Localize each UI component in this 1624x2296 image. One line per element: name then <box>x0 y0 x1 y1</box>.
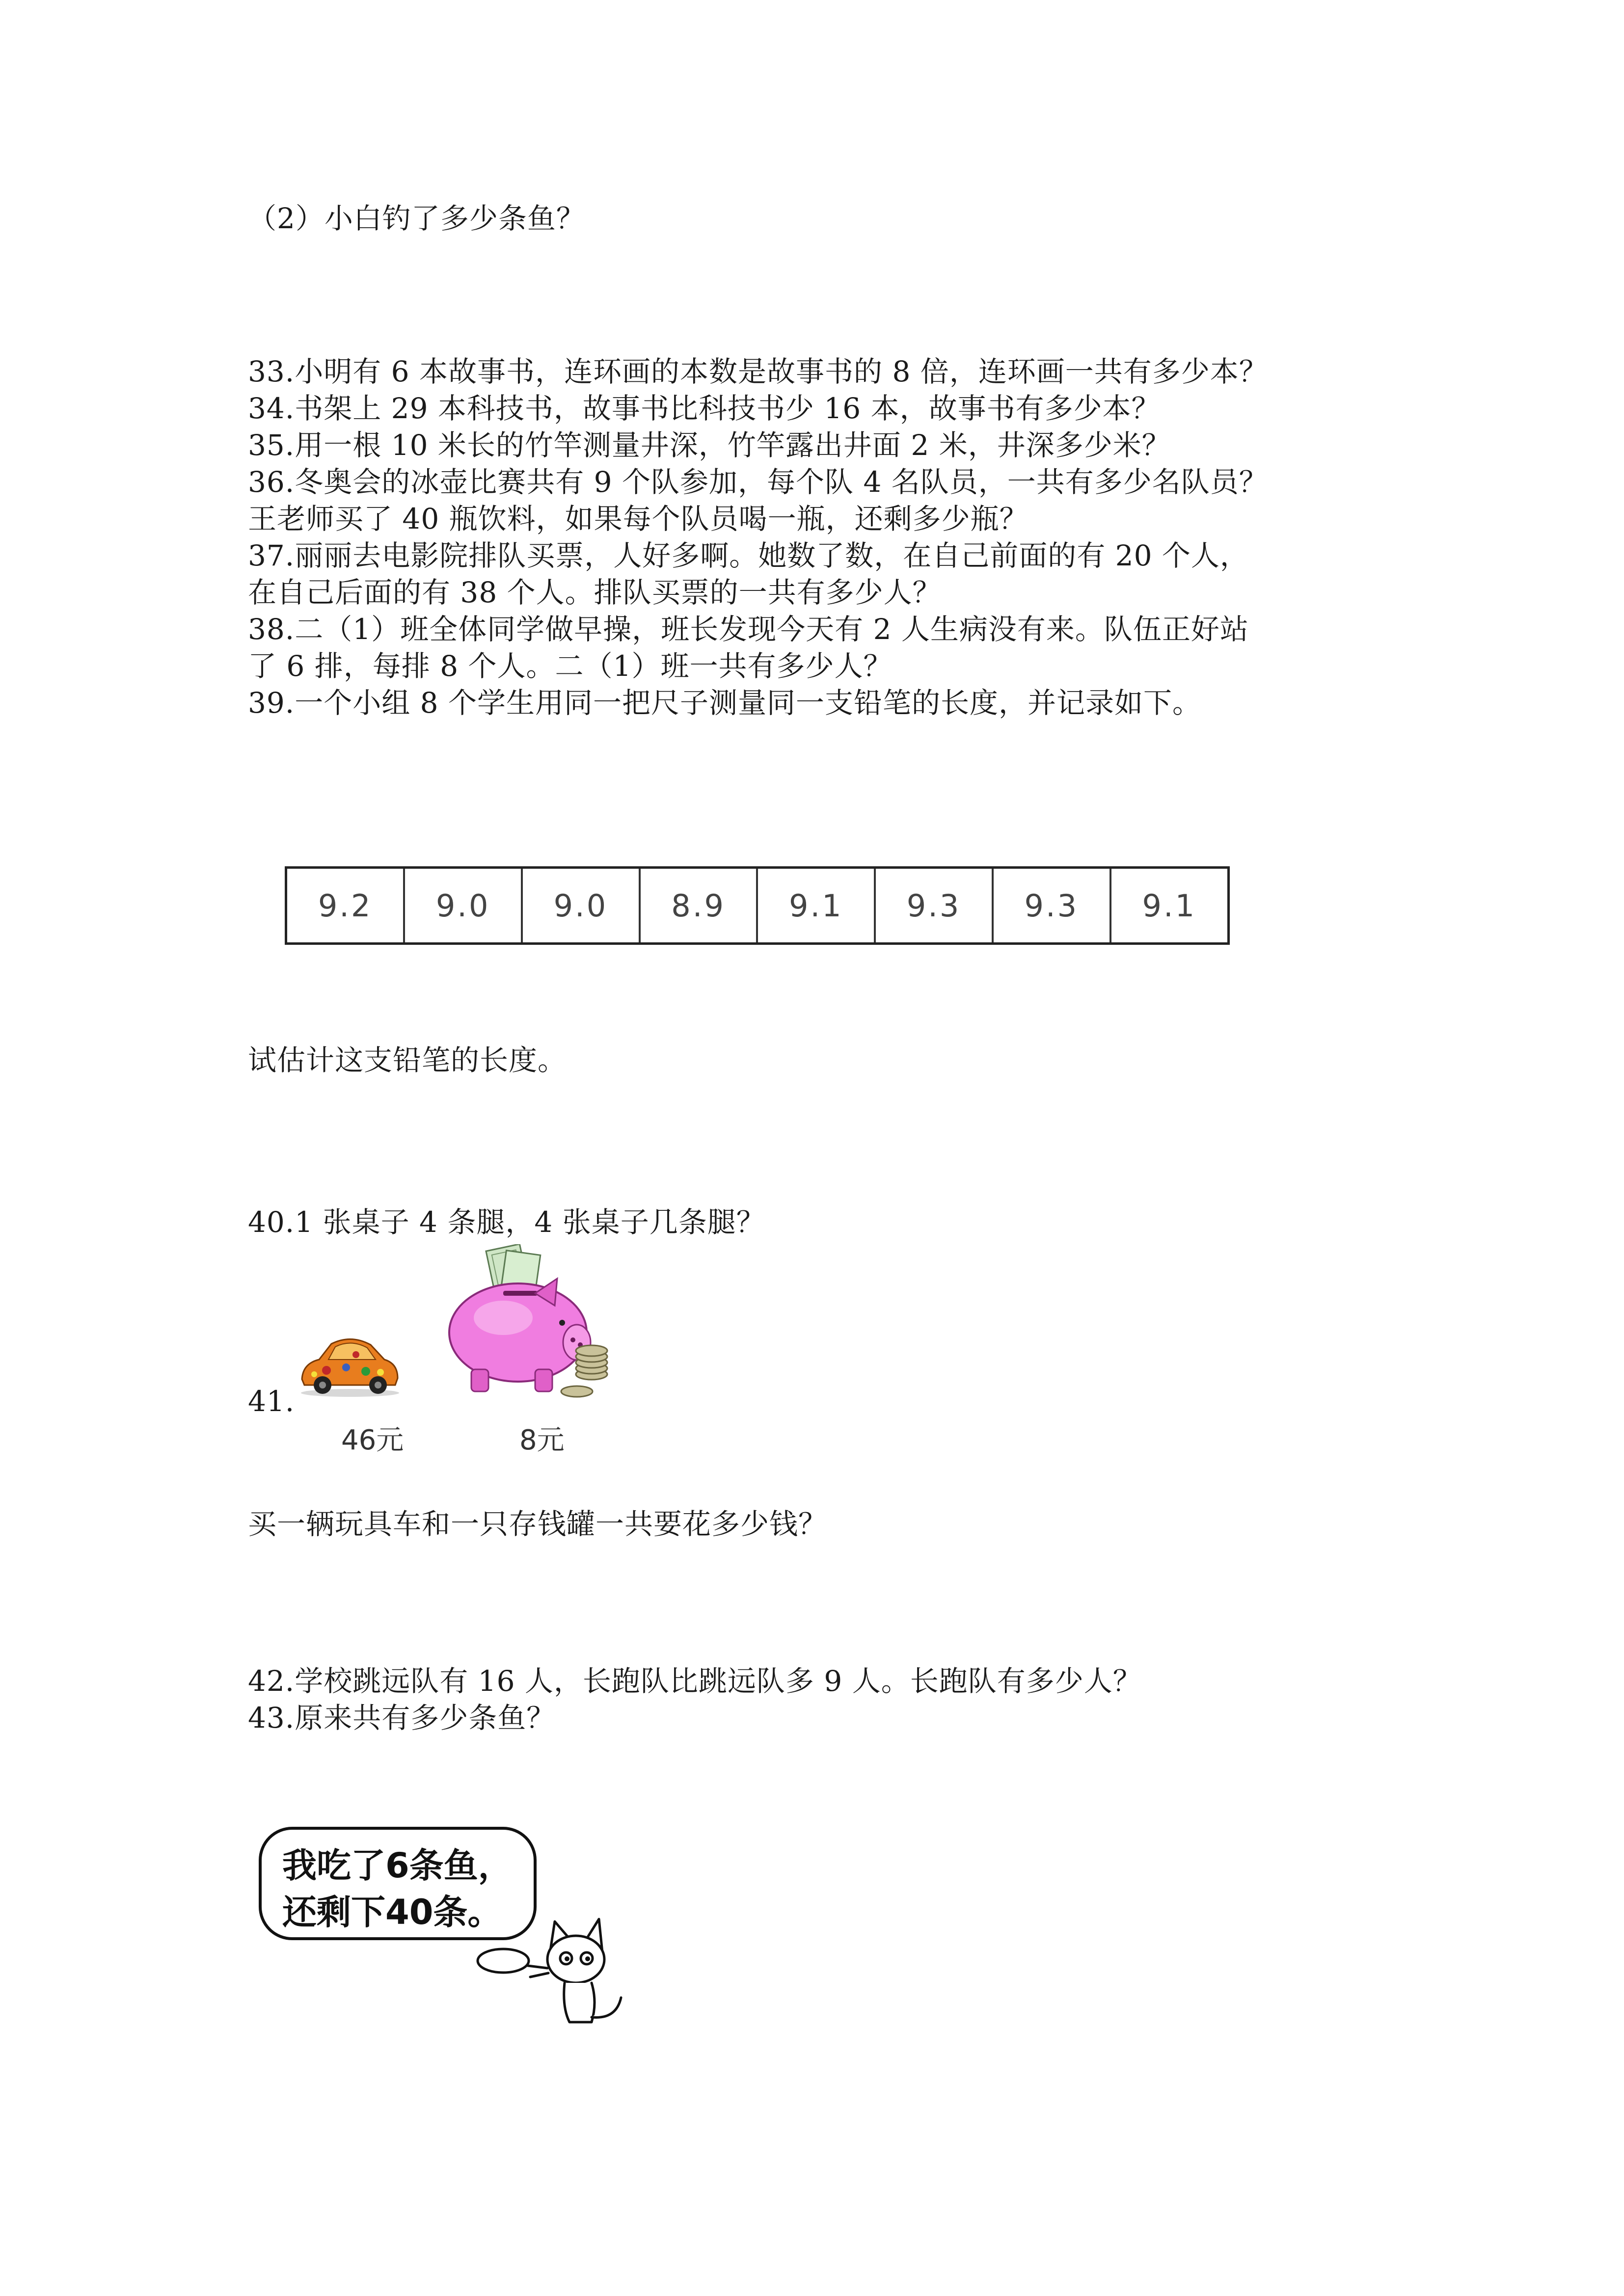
problem-39: 39.一个小组 8 个学生用同一把尺子测量同一支铅笔的长度，并记录如下。 <box>248 686 1202 720</box>
question-part-2: （2）小白钓了多少条鱼？ <box>248 202 585 235</box>
car-price: 46元 <box>341 1424 404 1456</box>
toy-car-image <box>297 1325 403 1399</box>
measurement-cell: 9.3 <box>993 868 1110 944</box>
problem-40: 40.1 张桌子 4 条腿，4 张桌子几条腿？ <box>248 1205 765 1239</box>
measurement-cell: 9.3 <box>875 868 993 944</box>
problem-37-line-1: 37.丽丽去电影院排队买票，人好多啊。她数了数，在自己前面的有 20 个人， <box>248 539 1249 572</box>
problem-34: 34.书架上 29 本科技书，故事书比科技书少 16 本，故事书有多少本？ <box>248 392 1161 425</box>
measurement-cell: 9.2 <box>286 868 405 944</box>
problem-38-line-1: 38.二（1）班全体同学做早操，班长发现今天有 2 人生病没有来。队伍正好站 <box>248 613 1249 646</box>
bubble-text-line-2: 还剩下40条。 <box>282 1892 502 1932</box>
problem-36-line-1: 36.冬奥会的冰壶比赛共有 9 个队参加，每个队 4 名队员，一共有多少名队员？ <box>248 465 1268 499</box>
problem-block <box>248 353 1387 721</box>
measurement-cell: 9.1 <box>1110 868 1229 944</box>
problem-38-line-2: 了 6 排，每排 8 个人。二（1）班一共有多少人？ <box>248 649 893 683</box>
measurement-cell: 9.0 <box>404 868 522 944</box>
problem-35: 35.用一根 10 米长的竹竿测量井深，竹竿露出井面 2 米，井深多少米？ <box>248 428 1171 462</box>
measurement-table <box>285 866 1230 945</box>
measurement-cell: 9.1 <box>757 868 875 944</box>
piggy-bank-price: 8元 <box>519 1424 565 1456</box>
problem-36-line-2: 王老师买了 40 瓶饮料，如果每个队员喝一瓶，还剩多少瓶？ <box>248 502 1029 535</box>
measurement-cell: 9.0 <box>522 868 640 944</box>
bubble-text-line-1: 我吃了6条鱼， <box>282 1845 513 1886</box>
problem-42: 42.学校跳远队有 16 人，长跑队比跳远队多 9 人。长跑队有多少人？ <box>248 1664 1142 1698</box>
problem-41-number: 41. <box>248 1385 295 1418</box>
problem-39-followup: 试估计这支铅笔的长度。 <box>248 1043 567 1077</box>
measurement-cell: 8.9 <box>640 868 758 944</box>
piggy-bank-image <box>444 1244 614 1404</box>
problem-43: 43.原来共有多少条鱼？ <box>248 1701 556 1735</box>
problem-37-line-2: 在自己后面的有 38 个人。排队买票的一共有多少人？ <box>248 576 942 609</box>
table-row <box>286 868 1229 944</box>
problem-41-question: 买一辆玩具车和一只存钱罐一共要花多少钱？ <box>248 1507 828 1541</box>
problem-33: 33.小明有 6 本故事书，连环画的本数是故事书的 8 倍，连环画一共有多少本？ <box>248 355 1268 388</box>
